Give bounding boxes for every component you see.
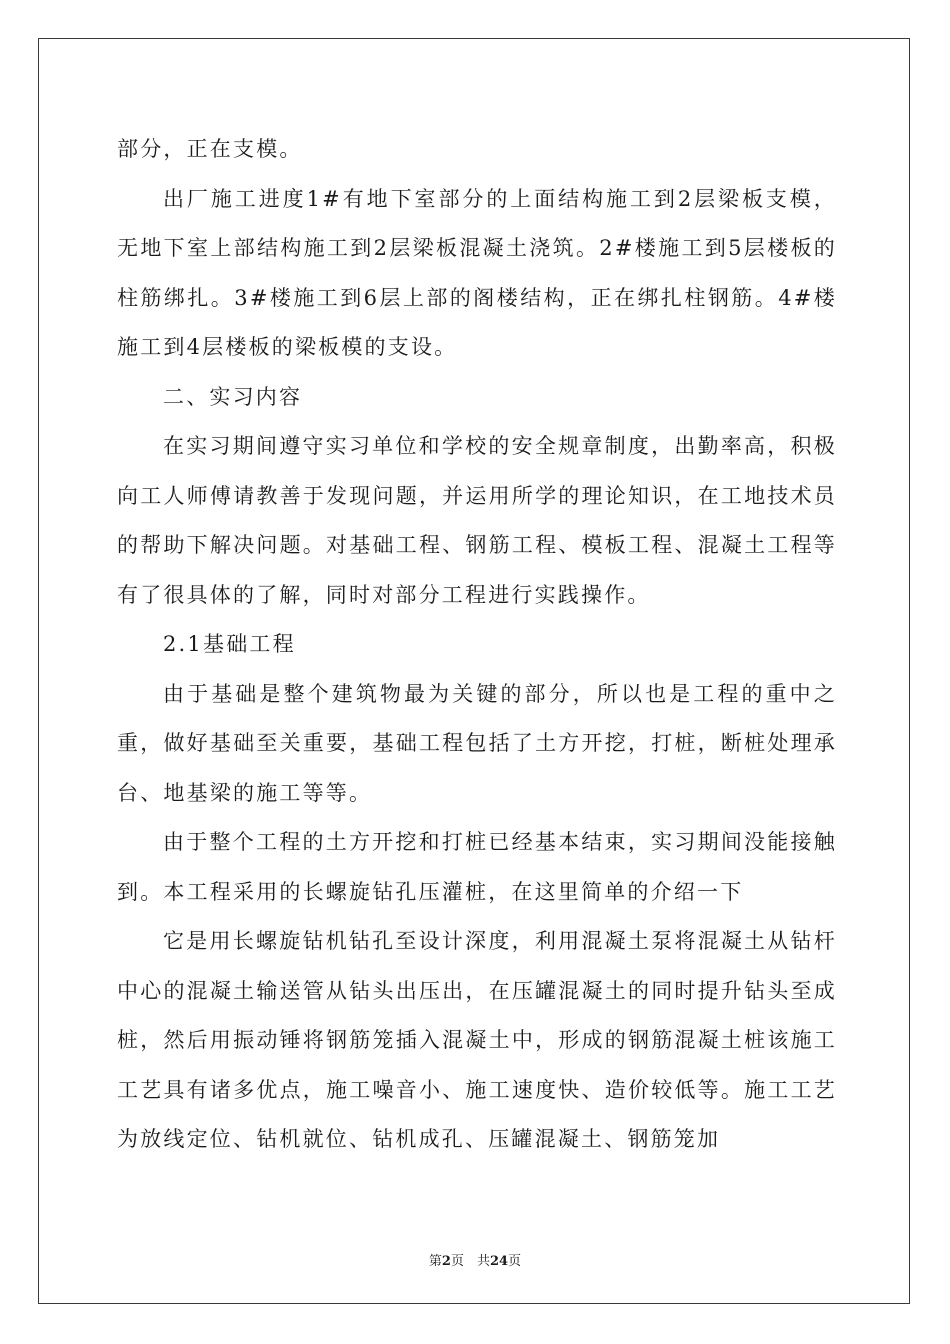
footer-suffix: 页: [508, 1254, 522, 1269]
page-footer: [0, 1250, 950, 1269]
paragraph-4: 由于基础是整个建筑物最为关键的部分，所以也是工程的重中之重，做好基础至关重要，基础工程包括了土方开挖，打桩，断桩处理承台、地基梁的施工等等。: [117, 681, 837, 805]
section-heading-2: 二、实习内容: [163, 384, 303, 409]
paragraph-3: 在实习期间遵守实习单位和学校的安全规章制度，出勤率高，积极向工人师傅请教善于发现问题，并运用所学的理论知识，在工地技术员的帮助下解决问题。对基础工程、钢筋工程、模板工程、混凝土工程等有了很具体的了解，同时对部分工程进行实践操作。: [117, 434, 837, 607]
paragraph-2: 出厂施工进度1#有地下室部分的上面结构施工到2层梁板支模，无地下室上部结构施工到2层梁板混凝土浇筑。2#楼施工到5层楼板的柱筋绑扎。3#楼施工到6层上部的阁楼结构，正在绑扎柱钢筋。4#楼施工到4层楼板的梁板模的支设。: [117, 186, 837, 359]
subsection-heading-2-1: 2.1基础工程: [163, 632, 296, 656]
footer-middle: 页 共: [450, 1254, 490, 1269]
current-page-number: 2: [441, 1254, 451, 1269]
document-body: [117, 125, 837, 1165]
total-pages-number: 24: [489, 1254, 509, 1269]
paragraph-6: 它是用长螺旋钻机钻孔至设计深度，利用混凝土泵将混凝土从钻杆中心的混凝土输送管从钻头出压出，在压罐混凝土的同时提升钻头至成桩，然后用振动锤将钢筋笼插入混凝土中，形成的钢筋混凝土桩该施工工艺具有诸多优点，施工噪音小、施工速度快、造价较低等。施工工艺为放线定位、钻机就位、钻机成孔、压罐混凝土、钢筋笼加: [117, 929, 837, 1151]
paragraph-5: 由于整个工程的土方开挖和打桩已经基本结束，实习期间没能接触到。本工程采用的长螺旋钻孔压灌桩，在这里简单的介绍一下: [117, 830, 837, 904]
paragraph-1: 部分，正在支模。: [117, 137, 303, 161]
footer-prefix: 第: [428, 1254, 442, 1269]
